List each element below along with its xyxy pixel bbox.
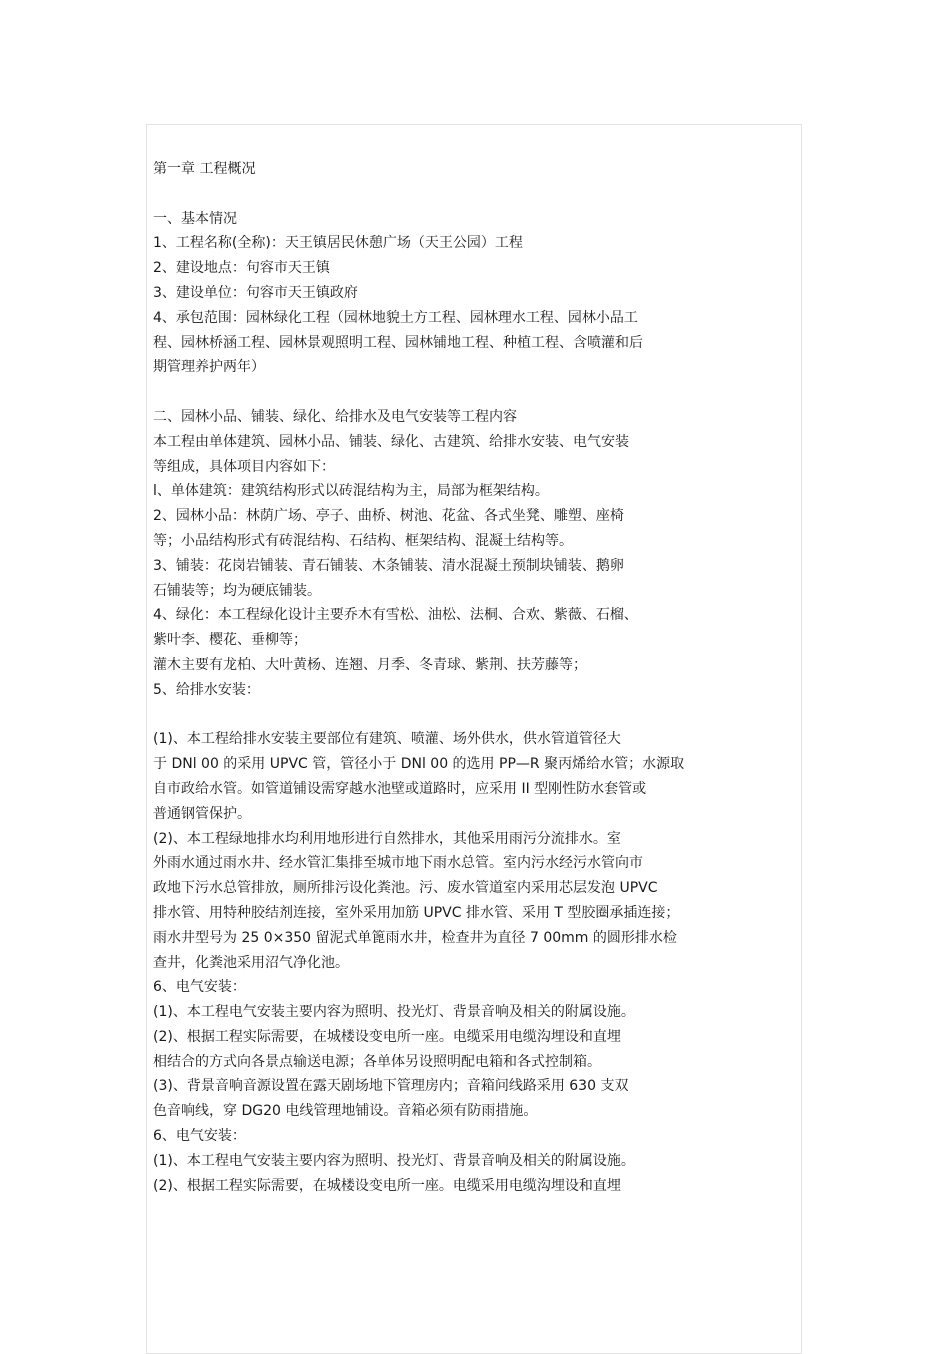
- blank-line: [153, 380, 793, 405]
- text-line: (1)、本工程给排水安装主要部位有建筑、喷灌、场外供水，供水管道管径大: [153, 731, 621, 748]
- section-heading-basic: 一、基本情况: [153, 210, 237, 227]
- text-line: 5、给排水安装：: [153, 681, 260, 698]
- text-line: 紫叶李、樱花、垂柳等；: [153, 632, 307, 649]
- text-line: 2、园林小品：林荫广场、亭子、曲桥、树池、花盆、各式坐凳、雕塑、座椅: [153, 508, 624, 525]
- text-line: 普通钢管保护。: [153, 805, 251, 822]
- text-line: 6、电气安装：: [153, 979, 246, 996]
- text-line: 4、绿化：本工程绿化设计主要乔木有雪松、油松、法桐、合欢、紫薇、石榴、: [153, 607, 638, 624]
- text-line: 外雨水通过雨水井、经水管汇集排至城市地下雨水总管。室内污水经污水管向市: [153, 855, 643, 872]
- document-body: [153, 157, 793, 1198]
- text-line: (1)、本工程电气安装主要内容为照明、投光灯、背景音响及相关的附属设施。: [153, 1004, 635, 1021]
- text-line: 石铺装等；均为硬底铺装。: [153, 582, 321, 599]
- text-line: 政地下污水总管排放，厕所排污设化粪池。污、废水管道室内采用芯层发泡 UPVC: [153, 880, 658, 897]
- text-line: 3、建设单位：句容市天王镇政府: [153, 284, 358, 301]
- text-line: 6、电气安装：: [153, 1128, 246, 1145]
- text-line: 1、工程名称(全称)：天王镇居民休憩广场（天王公园）工程: [153, 235, 523, 252]
- text-line: 查井，化粪池采用沼气净化池。: [153, 954, 349, 971]
- blank-line: [153, 703, 793, 728]
- section-heading-content: 二、园林小品、铺装、绿化、给排水及电气安装等工程内容: [153, 408, 517, 425]
- chapter-title: 第一章 工程概况: [153, 161, 256, 177]
- text-line: l、单体建筑：建筑结构形式以砖混结构为主，局部为框架结构。: [153, 483, 549, 500]
- text-line: 等；小品结构形式有砖混结构、石结构、框架结构、混凝土结构等。: [153, 532, 573, 549]
- text-line: 3、铺装：花岗岩铺装、青石铺装、木条铺装、清水混凝土预制块铺装、鹅卵: [153, 557, 624, 574]
- text-line: 本工程由单体建筑、园林小品、铺装、绿化、古建筑、给排水安装、电气安装: [153, 433, 629, 450]
- text-line: 程、园林桥涵工程、园林景观照明工程、园林铺地工程、种植工程、含喷灌和后: [153, 334, 643, 351]
- text-line: 期管理养护两年）: [153, 359, 265, 376]
- text-line: 色音响线，穿 DG20 电线管理地铺设。音箱必须有防雨措施。: [153, 1103, 538, 1120]
- text-line: (2)、根据工程实际需要，在城楼设变电所一座。电缆采用电缆沟埋设和直埋: [153, 1028, 621, 1045]
- text-line: (2)、本工程绿地排水均利用地形进行自然排水，其他采用雨污分流排水。室: [153, 830, 621, 847]
- text-line: 灌木主要有龙柏、大叶黄杨、连翘、月季、冬青球、紫荆、扶芳藤等；: [153, 656, 587, 673]
- text-line: (3)、背景音响音源设置在露天剧场地下管理房内；音箱问线路采用 630 支双: [153, 1078, 629, 1095]
- text-line: (1)、本工程电气安装主要内容为照明、投光灯、背景音响及相关的附属设施。: [153, 1152, 635, 1169]
- text-line: 于 DNl 00 的采用 UPVC 管，管径小于 DNl 00 的选用 PP—R 聚丙烯给水管；水源取: [153, 756, 685, 773]
- text-line: 自市政给水管。如管道铺设需穿越水池壁或道路时，应采用 II 型刚性防水套管或: [153, 780, 647, 797]
- blank-line: [153, 182, 793, 207]
- text-line: 4、承包范围：园林绿化工程（园林地貌土方工程、园林理水工程、园林小品工: [153, 309, 638, 326]
- text-line: 2、建设地点：句容市天王镇: [153, 260, 330, 277]
- text-line: 相结合的方式向各景点输送电源；各单体另设照明配电箱和各式控制箱。: [153, 1053, 601, 1070]
- text-line: 等组成，具体项目内容如下：: [153, 458, 335, 475]
- text-line: 排水管、用特种胶结剂连接，室外采用加筋 UPVC 排水管、采用 T 型胶圈承插连接；: [153, 904, 680, 921]
- text-line: (2)、根据工程实际需要，在城楼设变电所一座。电缆采用电缆沟埋设和直埋: [153, 1177, 621, 1194]
- text-line: 雨水井型号为 25 0×350 留泥式单篦雨水井，检查井为直径 7 00mm 的圆形排水检: [153, 929, 677, 946]
